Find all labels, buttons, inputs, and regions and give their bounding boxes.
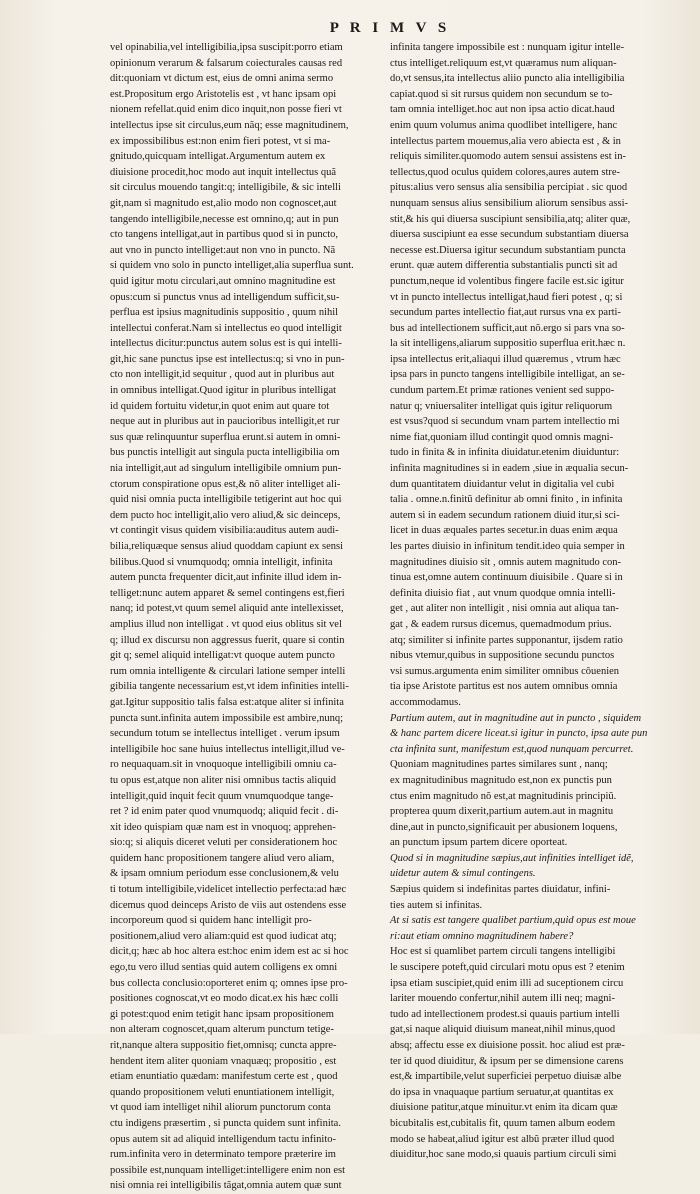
text-line: diuiditur,hoc sane modo,si quauis partium circuli simi <box>390 1149 617 1161</box>
text-line: licet in duas æquales partes secetur.in duas enim æqua <box>390 525 618 537</box>
text-line: gat , & eadem rursus dicemus, quemadmodum prius. <box>390 618 612 630</box>
text-line: atq; similiter si infinite partes supponantur, ijsdem ratio <box>390 634 623 646</box>
text-line: ctus enim magnitudo nõ est,at magnitudinis principiũ. <box>390 790 617 802</box>
italic-lemma-line: cta infinita sunt, manifestum est,quod nunquam percurret. <box>390 743 634 755</box>
text-line: dem pucto hoc intelligit,alio vero aliud,& sic deinceps, <box>110 509 341 521</box>
text-line: neque aut in pluribus aut in paucioribus intelligit,et rur <box>110 416 340 428</box>
text-line: cto tangens intelligat,aut in partibus quod si in puncto, <box>110 229 339 241</box>
text-line: diuisione patitur,atque minuitur.vt enim ita dicam quæ <box>390 1102 618 1114</box>
text-line: rum.infinita vero in determinato tempore præterire im <box>110 1149 336 1161</box>
running-head: P R I M V S <box>329 20 451 36</box>
text-line: est vsus?quod si secundum vnam partem intellectio mi <box>390 416 620 428</box>
text-line: perflua est ipsius magnitudinis suppositio , quum nihil <box>110 307 339 319</box>
text-line: intelligit,quid inquit fecit quum vnumquodque tange- <box>110 790 334 802</box>
text-line: tinua est,omne autem continuum diuisibile . Quare si in <box>390 572 623 584</box>
text-line: la sit intelligens,aliarum suppositio superflua erit.hæc n. <box>390 338 626 350</box>
text-line: opus:cum si punctus vnus ad intelligendum sufficit,su- <box>110 291 340 303</box>
text-line: erunt. quæ autem differentia substantialis puncti sit ad <box>390 260 618 272</box>
text-line: est,& impartibile,velut superficiei perpetuo diuisæ albe <box>390 1071 622 1083</box>
text-line: natur q; vniuersaliter intelligat quis igitur reliquorum <box>390 400 613 412</box>
text-line: reliquis similiter.quomodo autem sensui assistens est in- <box>390 151 626 163</box>
text-line: get , aut aliter non intelligit , nisi omnia aut aliqua tan- <box>390 603 619 615</box>
text-line: nanq; id potest,vt quum semel aliquid ante intellexisset, <box>110 603 344 615</box>
text-line: cundum partem.Et primæ rationes venient sed suppo- <box>390 385 615 397</box>
text-line: bilia,reliquæque sensus aliud quoddam capiunt ex sensi <box>110 541 343 552</box>
text-line: quid nisi omnia pucta intelligibile tetigerint aut hoc qui <box>110 494 342 506</box>
text-line: intellectus dicitur:punctus autem solus est is qui intelli- <box>110 338 342 350</box>
text-line: nionem refellat.quid enim dico inquit,non posse fieri vt <box>110 104 342 116</box>
text-line: stit,& his qui diuersa suscipiunt sensibilia,atq; aliter quæ, <box>390 213 631 225</box>
text-line: vt contingit visus quidem visibilia:auditus autem audi- <box>110 525 339 537</box>
text-line: tellectus,quod oculus quidem colores,aures autem stre- <box>390 166 621 178</box>
text-line: etiam enuntiatio quædam: manifestum certe est , quod <box>110 1071 338 1083</box>
text-line: possibile est,nunquam intelliget:intelligere enim non est <box>110 1164 346 1176</box>
text-line: git,nam si magnitudo est,alio modo non cognoscet,aut <box>110 197 337 209</box>
text-line: quando propositionem veluti enuntiationem intelligit, <box>110 1086 335 1098</box>
italic-lemma-line: uidetur autem & simul contingens. <box>390 868 536 880</box>
text-line: bicubitalis est,cubitalis fit, quum tamen album eodem <box>390 1117 616 1129</box>
text-line: bus collecta conclusio:oporteret enim q; omnes ipse pro- <box>110 977 348 989</box>
text-line: tam omnia intelliget.hoc aut non ipsa actio dicat.haud <box>390 104 615 116</box>
text-line: dicit,q; hæc ab hoc altera est:hoc enim idem est ac si hoc <box>110 946 349 958</box>
text-line: ctu indigens præsertim , si puncta quidem sunt infinita. <box>110 1117 341 1129</box>
text-line: bilibus.Quod si vnumquodq; omnia intelligit, infinita <box>110 556 333 568</box>
text-line: telliget:nunc autem apparet & semel contingens est,fieri <box>110 587 345 599</box>
text-line: quidem hanc propositionem tangere aliud vero aliam, <box>110 852 335 864</box>
text-line: xit ideo quispiam quæ nam est in vnoquoq; apprehen- <box>110 821 336 833</box>
text-line: Quoniam magnitudines partes similares sunt , nanq; <box>390 759 608 771</box>
text-line: q; illud ex discursu non aggressus fuerit, quare si contin <box>110 634 345 646</box>
text-line: tudo ad intellectionem prodest.si quauis partium intelli <box>390 1008 620 1020</box>
text-line: necesse est.Diuersa igitur secundum substantiam puncta <box>390 244 626 256</box>
text-line: les partes diuisio in infinitum tendit.ideo quia semper in <box>390 541 625 552</box>
text-line: diuisione procedit,hoc modo aut inquit intellectus quã <box>110 166 336 178</box>
text-line: vt in puncto intellectus intelligat,haud fieri potest , q; si <box>390 291 623 303</box>
text-line: enim quum volumus anima quodlibet intelligere, hanc <box>390 119 618 131</box>
text-line: vsi sumus.argumenta enim similiter omnibus côuenien <box>390 665 620 677</box>
text-line: puncta sunt.infinita autem impossibile est ambire,nunq; <box>110 712 343 724</box>
text-line: magnitudines diuisio sit , omnis autem magnitudo con- <box>390 556 621 568</box>
text-line: le suscipere poteft,quid circulari motu opus est ? etenim <box>390 962 625 974</box>
text-line: punctum,neque id volentibus fingere facile est.sic igitur <box>390 275 624 287</box>
text-line: in omnibus intelligat.Quod igitur in pluribus intelligat <box>110 385 337 397</box>
text-line: ipsa etiam suscipiet,quid enim illi ad suceptionem circu <box>390 977 624 989</box>
text-line: gat,si naque aliquid diuisum maneat,nihil minus,quod <box>390 1024 616 1036</box>
text-line: bus ad intellectionem sufficit,aut nõ.ergo si pars vna so- <box>390 322 625 334</box>
text-line: nisi omnia rei intelligibilis tãgat,omnia autem quæ sunt <box>110 1180 342 1192</box>
text-line: ret ? id enim pater quod vnumquodq; aliquid fecit . di- <box>110 806 339 818</box>
text-line: intellectus ipse sit circulus,eum nãq; esse magnitudinem, <box>110 119 349 131</box>
text-line: cto non intelligit,id sequitur , quod aut in pluribus aut <box>110 369 335 381</box>
text-line: non alteram cognoscet,quam alterum punctum tetige- <box>110 1024 334 1036</box>
text-line: gnitudo,quicquam intelligat.Argumentum autem ex <box>110 151 326 163</box>
text-line: ti totum intelligibile,videlicet intellectio perfecta:ad hæc <box>110 884 347 896</box>
text-line: intelligibile hoc sane huius intellectus intelligit,illud ve- <box>110 743 345 755</box>
text-line: bus punctis intelligit aut singula pucta intelligibilia om <box>110 447 340 459</box>
text-line: infinita tangere impossibile est : nunquam igitur intelle- <box>390 42 625 53</box>
text-line: dicemus quod deinceps Aristo de viis aut ostendens esse <box>110 899 347 911</box>
text-line: ex impossibilibus est:non enim fieri potest, vt si ma- <box>110 135 331 147</box>
text-line: ipsa intellectus erit,aliaqui illud quæremus , vtrum hæc <box>390 353 621 365</box>
text-line: accommodamus. <box>390 696 461 708</box>
text-line: aut vno in puncto intelliget:aut non vno in puncto. Nã <box>110 244 336 256</box>
italic-lemma-line: & hanc partem dicere liceat.si igitur in puncto, ipsa aute pun <box>390 728 648 740</box>
text-line: ego,tu vero illud sentias quid autem colligens ex omni <box>110 962 338 974</box>
text-line: autem si in eadem secundum rationem diuid itur,si sci- <box>390 509 620 521</box>
text-line: intellectui conferat.Nam si intellectus eo quod intelligit <box>110 322 342 334</box>
text-line: si quidem vno solo in puncto intelliget,alia superflua sunt. <box>110 260 354 272</box>
text-line: nibus vtemur,quibus in suppositione secundu punctos <box>390 650 615 662</box>
text-line: tia ipse Aristote partitus est nos autem omnibus omnia <box>390 681 618 693</box>
italic-lemma-line: Partium autem, aut in magnitudine aut in puncto , siquidem <box>390 712 642 724</box>
text-line: diuersa suscipiunt ea esse secundum substantiam diuersa <box>390 229 629 241</box>
text-line: talia . omne.n.finitũ definitur ab omni finito , in infinita <box>390 494 623 506</box>
text-line: rum omnia intelligente & circulari latione semper intelli <box>110 665 346 677</box>
text-line: incorporeum quod si quidem hanc intelligit pro- <box>110 915 312 927</box>
text-line: ctus intelliget.reliquum est,vt quæramus num aliquan- <box>390 57 617 69</box>
text-line: ctorum conspiratione opus est,& nõ aliter intelliget ali- <box>110 478 341 490</box>
text-line: ro nequaquam.sit in vnoquoque intelligibili omniu ca- <box>110 759 337 771</box>
text-line: pitus:alius vero sensus alia sensibilia percipiat . sic quod <box>390 182 628 194</box>
text-line: tudo in finita & in infinita diuidatur.etenim diuiduntur: <box>390 447 620 459</box>
text-line: nunquam sensus alius sensibilium aliorum sensibus assi- <box>390 197 628 209</box>
text-line: dine,aut in puncto,significauit per abusionem loquens, <box>390 821 618 833</box>
text-line: secundum partes intellectio fiat,aut rursus vna ex parti- <box>390 307 621 319</box>
text-line: opus autem sit ad aliquid intelligendum tactu infinito- <box>110 1133 337 1145</box>
text-line: do ipsa in vnaquaque partium seruatur,at quantitas ex <box>390 1086 614 1098</box>
text-line: sit circulus mouendo tangit:q; intelligibile, & sic intelli <box>110 182 341 194</box>
text-line: tangendo intelligibile,necesse est omnino,q; aut in pun <box>110 213 339 225</box>
text-line: propterea quum dixerit,partium autem.aut in magnitu <box>390 806 614 818</box>
italic-lemma-line: Quod si in magnitudine sæpius,aut infinities intelliget idẽ, <box>390 852 634 864</box>
text-line: dit:quoniam vt dictum est, eius de omni anima sermo <box>110 73 334 85</box>
text-line: definita diuisio fiat , aut vnum quodque omnia intelli- <box>390 587 616 599</box>
text-line: positiones cognoscat,vt eo modo dicat.ex his hæc colli <box>110 993 339 1005</box>
text-line: gibilia tangente necessarium est,vt idem infinities intelli- <box>110 681 349 693</box>
text-line: dum quantitatem diuidantur velut in digitalia vel cubi <box>390 478 615 490</box>
text-line: tu opus est,atque non aliter nisi omnibus tactis aliquid <box>110 774 337 786</box>
italic-lemma-line: At si satis est tangere qualibet partium,quid opus est moue <box>390 915 636 927</box>
text-line: ter id quod diuiditur, & ipsum per se dimensione carens <box>390 1055 624 1067</box>
italic-lemma-line: ri:aut etiam omnino magnitudinem habere? <box>390 930 574 942</box>
text-line: vt quod iam intelliget nihil aliorum punctorum conta <box>110 1102 331 1114</box>
text-line: & ipsam omnium periodum esse conclusionem,& velu <box>110 868 339 880</box>
text-line: secundum totum se intellectus intelliget . verum ipsum <box>110 728 340 740</box>
text-line: gi potest:quod enim tetigit hanc ipsam propositionem <box>110 1008 334 1020</box>
text-line: vel opinabilia,vel intelligibilia,ipsa suscipit:porro etiam <box>110 42 343 53</box>
text-line: lariter mouendo confertur,nihil autem illi neq; magni- <box>390 993 615 1005</box>
text-line: nime fiat,quoniam illud contingit quod omnis magni- <box>390 431 614 443</box>
text-line: opinionum verarum & falsarum coiecturales causas red <box>110 57 343 69</box>
text-line: modo se habeat,aliud igitur est albũ præter illud quod <box>390 1133 615 1145</box>
text-line: autem puncta frequenter dicit,aut infinite illud idem in- <box>110 572 342 584</box>
text-line: do,vt sensus,ita intellectus aliio puncto alia intelligibilia <box>390 73 625 85</box>
text-line: est.Propositum ergo Aristotelis est , vt hanc ipsam opi <box>110 88 337 100</box>
text-line: Hoc est si quamlibet partem circuli tangens intelligibi <box>390 946 616 958</box>
text-line: nia intelligit,aut ad singulum intelligibile omnium pun- <box>110 463 342 475</box>
text-line: positionem,aliud vero aliam:quid est quod iudicat atq; <box>110 930 337 942</box>
text-line: quid igitur motu circulari,aut omnino magnitudine est <box>110 275 336 287</box>
text-line: Sæpius quidem si indefinitas partes diuidatur, infini- <box>390 884 611 896</box>
text-line: hendent item aliter quoniam vnaquæq; propositio , est <box>110 1055 337 1067</box>
left-text-column <box>110 40 388 1192</box>
text-line: absq; affectu esse ex diuisione possit. hoc aliud est præ- <box>390 1040 625 1051</box>
text-line: amplius illud non intelligat . vt quod eius oblitus sit vel <box>110 618 342 630</box>
text-line: ipsa pars in puncto tangens intelligibile intelligat, an se- <box>390 369 625 381</box>
text-line: sus quæ relinquuntur superflua erunt.si autem in omni- <box>110 431 341 443</box>
right-text-column <box>390 40 668 1161</box>
text-line: intellectus partem mouemus,alia vero abiecta est , & in <box>390 135 621 147</box>
text-line: sio:q; si aliquis diceret veluti per considerationem hoc <box>110 837 338 849</box>
text-line: id quidem fortuitu videtur,in quot enim aut quare tot <box>110 400 330 412</box>
text-line: git,hic sane punctus ipse est intellectus:q; si vno in pun- <box>110 353 345 365</box>
text-line: ex magnitudinibus magnitudo est,non ex punctis pun <box>390 774 612 786</box>
text-line: rit,nanque altera suppositio fiet,omnisq; cuncta appre- <box>110 1040 337 1051</box>
text-line: git q; semel aliquid intelligat:vt quoque autem puncto <box>110 650 335 662</box>
text-line: ties autem si infinitas. <box>390 899 483 911</box>
text-line: gat.Igitur suppositio talis falsa est:atque aliter si infinita <box>110 696 344 708</box>
text-line: capiat.quod si sit rursus quidem non secundum se to- <box>390 88 613 100</box>
text-line: an punctum ipsum partem dicere oporteat. <box>390 837 568 849</box>
text-line: infinita magnitudines si in eadem ,siue in æqualia secun- <box>390 463 629 475</box>
